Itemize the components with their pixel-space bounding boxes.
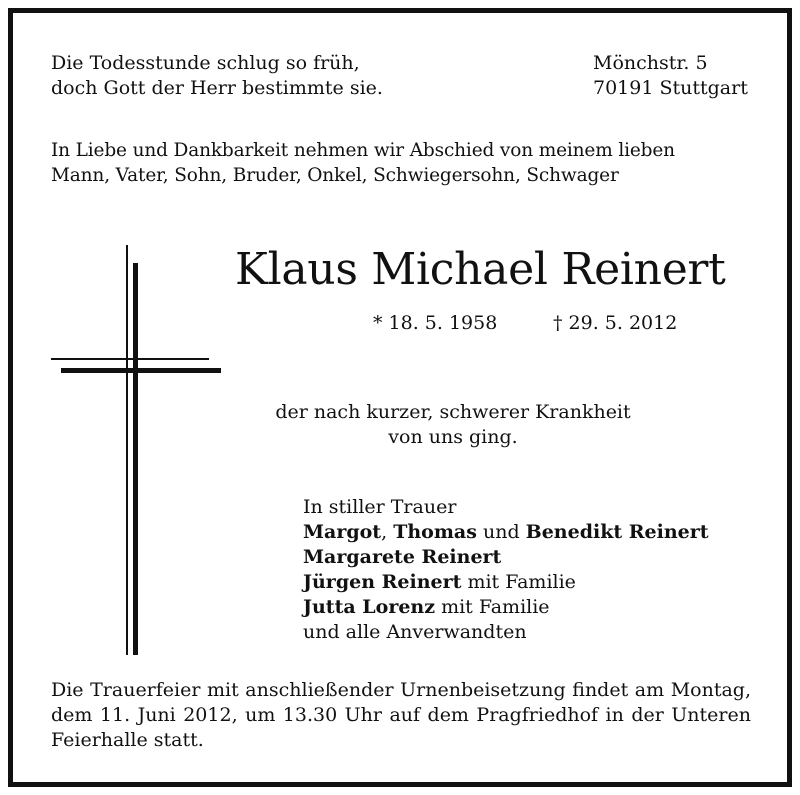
- mourner-benedikt: Benedikt Reinert: [525, 521, 709, 543]
- address: [593, 51, 748, 101]
- mourner-and: und: [476, 521, 526, 543]
- illness-line-1: der nach kurzer, schwerer Krankheit: [275, 401, 631, 423]
- verse: [51, 51, 383, 101]
- verse-line-1: Die Todesstunde schlug so früh,: [51, 52, 360, 74]
- obituary-frame: [8, 8, 792, 787]
- illness-text: [263, 400, 643, 450]
- mourners-list: [303, 495, 709, 645]
- death-date: † 29. 5. 2012: [553, 312, 678, 334]
- mourners-line-3: [303, 570, 709, 595]
- cross-icon: [51, 245, 223, 655]
- verse-line-2: doch Gott der Herr bestimmte sie.: [51, 77, 383, 99]
- intro-line-2: Mann, Vater, Sohn, Bruder, Onkel, Schwiegersohn, Schwager: [51, 165, 619, 186]
- address-street: Mönchstr. 5: [593, 52, 708, 74]
- mourner-margarete: Margarete Reinert: [303, 546, 502, 568]
- funeral-notice: Die Trauerfeier mit anschließender Urnenbeisetzung findet am Montag, dem 11. Juni 2012, um 13.30 Uhr auf dem Pragfriedhof in der Unteren Feierhalle statt.: [51, 679, 751, 751]
- intro-text: [51, 138, 675, 188]
- mourner-family-2: mit Familie: [435, 596, 550, 618]
- mourner-thomas: Thomas: [393, 521, 477, 543]
- mourners-line-2: [303, 545, 709, 570]
- address-city: 70191 Stuttgart: [593, 77, 748, 99]
- illness-line-2: von uns ging.: [388, 426, 518, 448]
- mourners-heading: In stiller Trauer: [303, 496, 457, 518]
- mourner-comma: ,: [381, 521, 388, 543]
- mourners-line-4: [303, 595, 709, 620]
- birth-date: * 18. 5. 1958: [373, 312, 498, 334]
- intro-line-1: In Liebe und Dankbarkeit nehmen wir Abschied von meinem lieben: [51, 140, 675, 161]
- mourner-jutta: Jutta Lorenz: [303, 596, 436, 618]
- deceased-name: Klaus Michael Reinert: [235, 244, 726, 295]
- mourners-relatives: und alle Anverwandten: [303, 621, 527, 643]
- mourners-line-1: [303, 520, 709, 545]
- mourner-margot: Margot: [303, 521, 382, 543]
- mourner-juergen: Jürgen Reinert: [303, 571, 462, 593]
- mourner-family-1: mit Familie: [461, 571, 576, 593]
